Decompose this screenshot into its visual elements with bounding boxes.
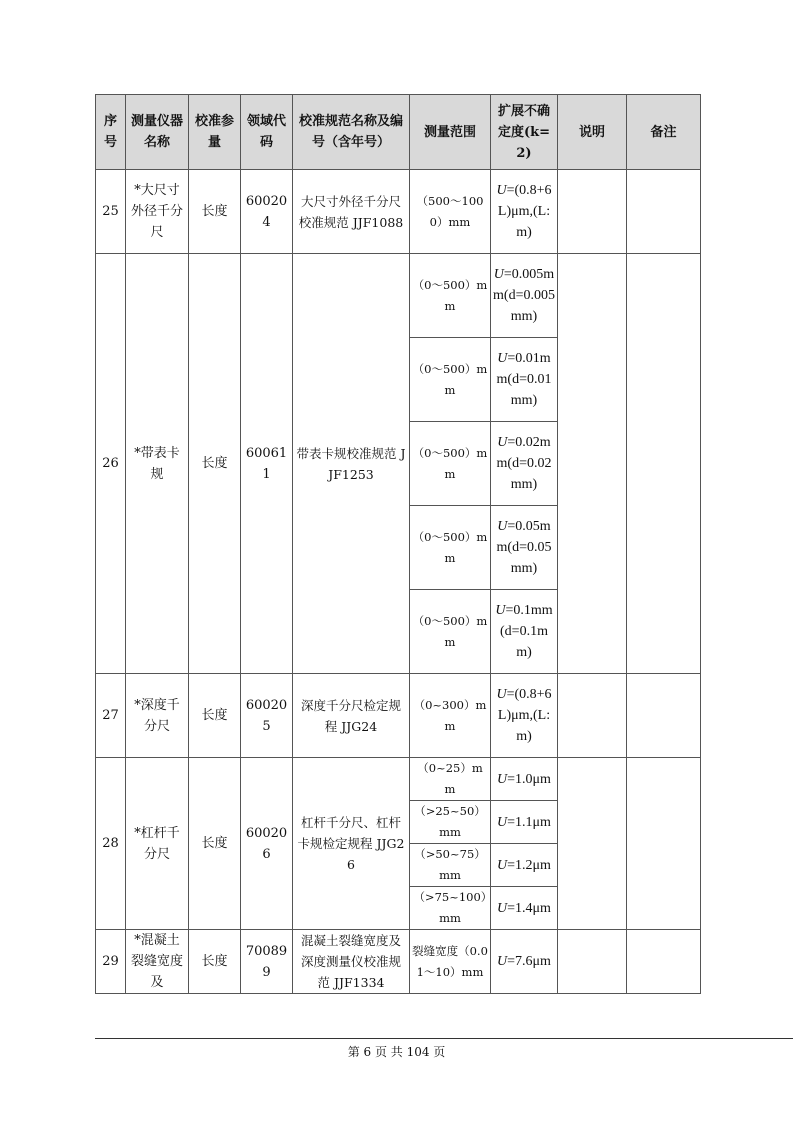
u-symbol: U — [497, 814, 508, 830]
u-symbol: U — [496, 687, 507, 702]
cell-uncertainty — [491, 930, 558, 994]
u-value: =1.2μm — [507, 857, 551, 873]
cell-range: （0～500）mm — [410, 422, 491, 506]
u-symbol: U — [497, 900, 508, 916]
cell-uncertainty — [491, 801, 558, 844]
cell-range: （0～500）mm — [410, 254, 491, 338]
cell-note — [558, 674, 627, 758]
cell-uncertainty — [491, 254, 558, 338]
cell-instrument: *带表卡规 — [126, 254, 189, 674]
cell-no: 29 — [96, 930, 126, 994]
u-value: =1.0μm — [507, 771, 551, 787]
cell-note — [558, 170, 627, 254]
cell-uncertainty — [491, 590, 558, 674]
u-value: =1.1μm — [507, 814, 551, 830]
cell-instrument: *混凝土裂缝宽度及 — [126, 930, 189, 994]
cell-no: 28 — [96, 758, 126, 930]
cell-range: （0~25）mm — [410, 758, 491, 801]
cell-standard: 大尺寸外径千分尺校准规范 JJF1088 — [293, 170, 410, 254]
cell-range: （0～500）mm — [410, 338, 491, 422]
u-value: =7.6μm — [507, 954, 551, 969]
table-row — [96, 254, 701, 338]
header-remark: 备注 — [627, 95, 701, 170]
cell-standard: 混凝土裂缝宽度及深度测量仪校准规范 JJF1334 — [293, 930, 410, 994]
cell-note — [558, 758, 627, 930]
cell-no: 25 — [96, 170, 126, 254]
calibration-table — [95, 94, 701, 994]
table-row — [96, 170, 701, 254]
u-symbol: U — [495, 603, 506, 618]
header-instrument: 测量仪器名称 — [126, 95, 189, 170]
header-parameter: 校准参量 — [189, 95, 241, 170]
header-uncertainty: 扩展不确定度(k=2) — [491, 95, 558, 170]
u-symbol: U — [497, 857, 508, 873]
u-value: =0.1mm(d=0.1mm) — [500, 603, 553, 660]
cell-range: （0～500）mm — [410, 590, 491, 674]
u-symbol: U — [497, 435, 508, 450]
u-value: =0.02mm(d=0.02mm) — [496, 435, 552, 492]
header-range: 测量范围 — [410, 95, 491, 170]
cell-code: 600205 — [241, 674, 293, 758]
cell-range: 裂缝宽度（0.01～10）mm — [410, 930, 491, 994]
cell-instrument: *深度千分尺 — [126, 674, 189, 758]
cell-no: 27 — [96, 674, 126, 758]
cell-remark — [627, 254, 701, 674]
cell-code: 700899 — [241, 930, 293, 994]
cell-instrument: *杠杆千分尺 — [126, 758, 189, 930]
cell-note — [558, 930, 627, 994]
cell-standard: 带表卡规校准规范 JJF1253 — [293, 254, 410, 674]
cell-uncertainty — [491, 170, 558, 254]
page-footer: 第 6 页 共 104 页 — [347, 1045, 446, 1059]
u-value: =0.05mm(d=0.05mm) — [496, 519, 552, 576]
cell-parameter: 长度 — [189, 674, 241, 758]
u-value: =(0.8+6L)μm,(L:m) — [497, 183, 552, 240]
cell-code: 600206 — [241, 758, 293, 930]
cell-range: （>50~75）mm — [410, 844, 491, 887]
u-symbol: U — [497, 771, 508, 787]
cell-uncertainty — [491, 338, 558, 422]
cell-uncertainty — [491, 887, 558, 930]
cell-uncertainty — [491, 844, 558, 887]
cell-range: （>75~100）mm — [410, 887, 491, 930]
u-value: =1.4μm — [507, 900, 551, 916]
cell-standard: 杠杆千分尺、杠杆卡规检定规程 JJG26 — [293, 758, 410, 930]
cell-range: （>25~50）mm — [410, 801, 491, 844]
u-value: =0.005mm(d=0.005mm) — [493, 267, 555, 324]
cell-uncertainty — [491, 674, 558, 758]
cell-range: （500～1000）mm — [410, 170, 491, 254]
cell-code: 600204 — [241, 170, 293, 254]
header-row — [96, 95, 701, 170]
cell-instrument: *大尺寸外径千分尺 — [126, 170, 189, 254]
cell-remark — [627, 758, 701, 930]
cell-parameter: 长度 — [189, 254, 241, 674]
cell-uncertainty — [491, 506, 558, 590]
cell-range: （0~300）mm — [410, 674, 491, 758]
cell-remark — [627, 170, 701, 254]
table-row — [96, 674, 701, 758]
cell-uncertainty — [491, 422, 558, 506]
u-value: =0.01mm(d=0.01mm) — [496, 351, 552, 408]
cell-standard: 深度千分尺检定规程 JJG24 — [293, 674, 410, 758]
header-no: 序号 — [96, 95, 126, 170]
cell-no: 26 — [96, 254, 126, 674]
header-note: 说明 — [558, 95, 627, 170]
cell-parameter: 长度 — [189, 930, 241, 994]
u-symbol: U — [497, 519, 508, 534]
cell-note — [558, 254, 627, 674]
table-row — [96, 758, 701, 801]
cell-range: （0～500）mm — [410, 506, 491, 590]
cell-remark — [627, 674, 701, 758]
u-symbol: U — [493, 267, 504, 282]
cell-parameter: 长度 — [189, 758, 241, 930]
cell-code: 600611 — [241, 254, 293, 674]
footer-divider — [95, 1038, 793, 1039]
cell-parameter: 长度 — [189, 170, 241, 254]
header-standard: 校准规范名称及编号（含年号） — [293, 95, 410, 170]
u-value: =(0.8+6L)μm,(L:m) — [497, 687, 552, 744]
u-symbol: U — [497, 351, 508, 366]
u-symbol: U — [496, 183, 507, 198]
table-row — [96, 930, 701, 994]
header-domain-code: 领域代码 — [241, 95, 293, 170]
cell-remark — [627, 930, 701, 994]
cell-uncertainty — [491, 758, 558, 801]
u-symbol: U — [497, 954, 508, 969]
